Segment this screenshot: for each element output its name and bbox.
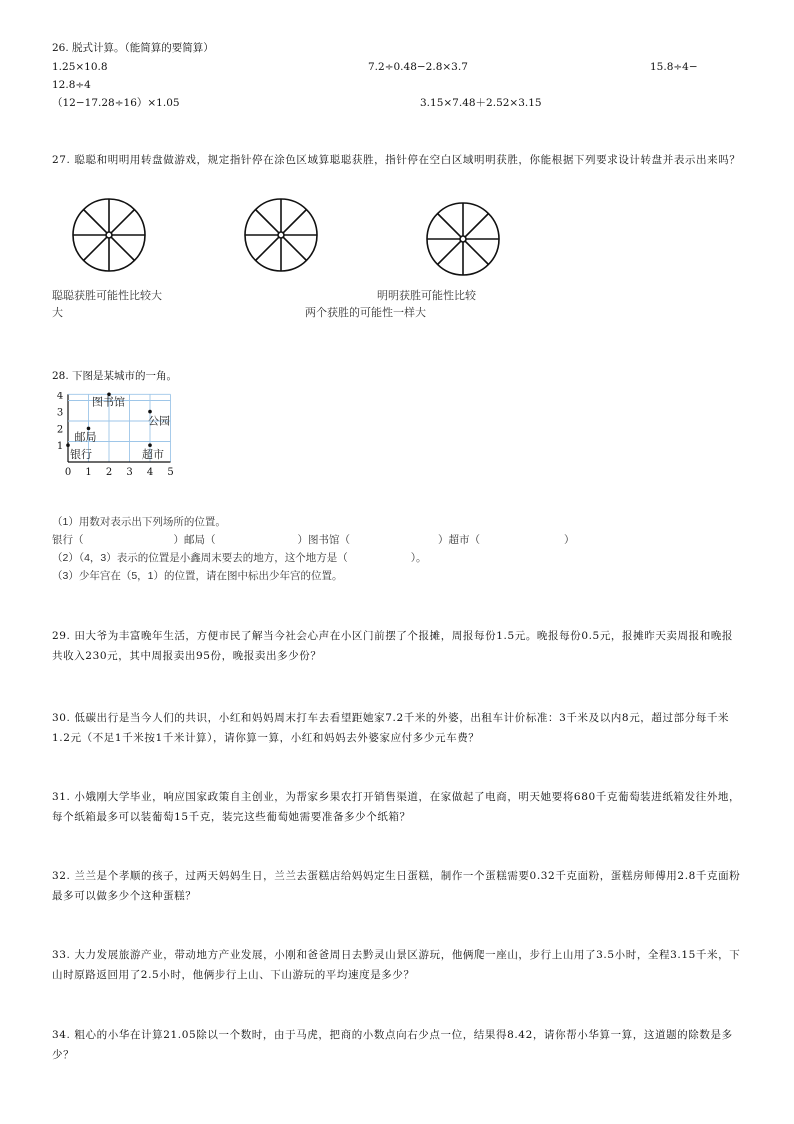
q28-sub2: （2）（4，3）表示的位置是小鑫周末要去的地方，这个地方是（ ）。 (52, 552, 427, 564)
q26-expr-1: 1.25×10.8 (52, 61, 108, 73)
y-tick-label: 3 (56, 407, 64, 419)
place-point (66, 443, 70, 447)
wheel-label-1: 聪聪获胜可能性比较大 (52, 290, 162, 302)
city-map-grid (56, 392, 186, 492)
q27-text: 27. 聪聪和明明用转盘做游戏，规定指针停在涂色区域算聪聪获胜，指针停在空白区域明明获胜，你能根据下列要求设计转盘并表示出来吗？ (52, 154, 741, 166)
blank-market-label: ）超市（ (438, 534, 480, 546)
x-tick-label: 0 (64, 467, 72, 478)
blank-post-label: ）邮局（ (173, 534, 216, 546)
blank-bank-label: 银行（ (52, 534, 84, 546)
x-tick-label: 2 (105, 467, 113, 478)
spinner-wheel-2[interactable] (242, 196, 320, 274)
place-label: 银行 (70, 448, 92, 462)
y-tick-label: 2 (56, 424, 64, 436)
place-label: 图书馆 (92, 395, 125, 409)
q26-expr-2: 7.2÷0.48−2.8×3.7 (368, 61, 468, 73)
q26-title: 26. 脱式计算。（能简算的要简算） (52, 42, 214, 54)
place-label: 超市 (142, 448, 164, 462)
q32-text: 32. 兰兰是个孝顺的孩子，过两天妈妈生日，兰兰去蛋糕店给妈妈定生日蛋糕，制作一个蛋糕需要0.32千克面粉，蛋糕房师傅用2.8千克面粉最多可以做多少个这种蛋糕？ (52, 870, 741, 902)
q28-sub3: （3）少年宫在（5，1）的位置，请在图中标出少年宫的位置。 (52, 570, 343, 582)
place-point (148, 410, 152, 414)
q28-sub1: （1）用数对表示出下列场所的位置。 (52, 516, 226, 528)
wheel-label-3: 两个获胜的可能性一样大 (305, 307, 426, 319)
x-tick-label: 1 (85, 467, 92, 478)
q26-expr-5: 3.15×7.48＋2.52×3.15 (420, 97, 542, 109)
spinner-wheel-1[interactable] (70, 196, 148, 274)
q34-text: 34. 粗心的小华在计算21.05除以一个数时，由于马虎，把商的小数点向右少点一位，结果得8.42，请你帮小华算一算，这道题的除数是多少？ (52, 1029, 733, 1061)
place-label: 邮局 (74, 430, 97, 444)
blank-library-label: ）图书馆（ (297, 534, 350, 546)
wheel-label-2: 明明获胜可能性比较 (377, 290, 476, 302)
blank-end: ） (564, 534, 575, 546)
wheel-label-1-cont: 大 (52, 307, 63, 319)
q30-text: 30. 低碳出行是当今人们的共识，小红和妈妈周末打车去看望距她家7.2千米的外婆，出租车计价标准：3千米及以内8元，超过部分每千米1.2元（不足1千米按1千米计算），请你算一算，小红和妈妈去外婆家应付多少元车费？ (52, 712, 730, 744)
q26-expr-3-cont: 12.8÷4 (52, 79, 91, 91)
q29-text: 29. 田大爷为丰富晚年生活，方便市民了解当今社会心声在小区门前摆了个报摊，周报每份1.5元。晚报每份0.5元，报摊昨天卖周报和晚报共收入230元，其中周报卖出95份，晚报卖出多少份？ (52, 630, 734, 662)
x-tick-label: 5 (167, 467, 174, 478)
q33-text: 33. 大力发展旅游产业，带动地方产业发展，小刚和爸爸周日去黔灵山景区游玩，他俩爬一座山，步行上山用了3.5小时，全程3.15千米，下山时原路返回用了2.5小时，他俩步行上山、下山游玩的平均速度是多少？ (52, 949, 741, 981)
x-tick-label: 4 (146, 467, 154, 478)
spinner-wheel-3[interactable] (424, 200, 502, 278)
y-tick-label: 4 (56, 392, 64, 402)
place-label: 公园 (148, 414, 170, 428)
x-tick-label: 3 (126, 467, 133, 478)
q26-expr-3: 15.8÷4− (650, 61, 698, 73)
q28-title: 28. 下图是某城市的一角。 (52, 370, 178, 382)
city-map (56, 392, 186, 496)
q31-text: 31. 小娥刚大学毕业，响应国家政策自主创业，为帮家乡果农打开销售渠道，在家做起了电商，明天她要将680千克葡萄装进纸箱发往外地，每个纸箱最多可以装葡萄15千克，装完这些葡萄她需要准备多少个纸箱？ (52, 791, 741, 823)
q28-sub1-blanks (52, 533, 575, 547)
y-tick-label: 1 (56, 441, 64, 453)
q26-expr-4: （12−17.28÷16）×1.05 (52, 97, 180, 109)
place-point (148, 443, 152, 447)
